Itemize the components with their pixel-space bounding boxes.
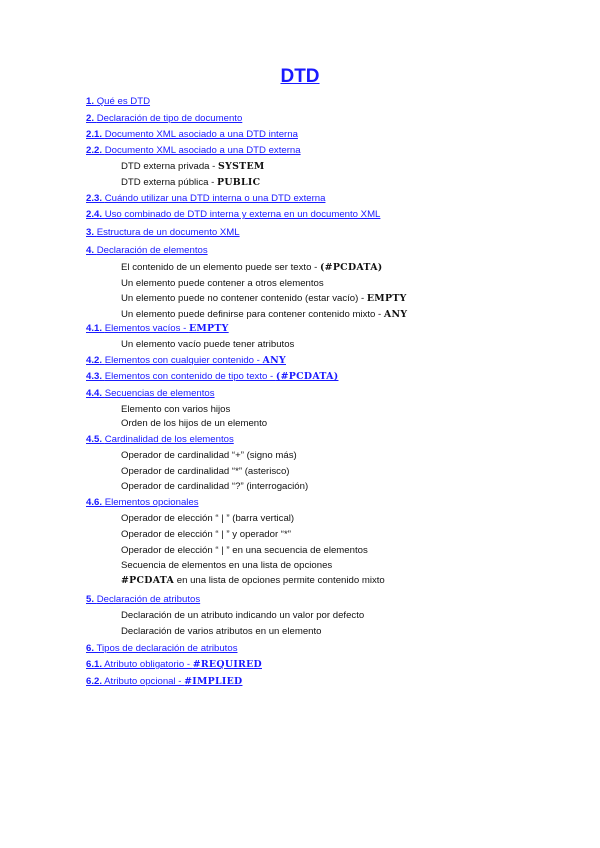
toc-link[interactable] [86,594,200,606]
toc-link[interactable] [86,355,286,367]
keyword: (#PCDATA) [275,371,339,382]
subitem-label: Orden de los hijos de un elemento [121,418,268,429]
subitem-label: Un elemento vacío puede tener atributos [121,339,295,350]
toc-number: 4.4. [86,388,103,399]
toc-number: 2. [86,113,95,124]
toc-link[interactable] [86,227,240,239]
toc-link[interactable] [86,145,301,157]
toc-label: Qué es DTD [96,96,151,107]
subitem-label: Declaración de un atributo indicando un valor por defecto [121,610,365,621]
toc-subitem [121,513,294,525]
toc-link[interactable] [86,434,234,446]
toc-link[interactable] [86,193,325,205]
toc-subitem [121,610,364,622]
toc-subitem [121,450,297,462]
toc-number: 4.1. [86,323,103,334]
toc-link[interactable] [86,209,380,221]
toc-link[interactable] [86,96,150,108]
toc-link[interactable] [86,113,242,125]
toc-number: 4.5. [86,434,103,445]
subitem-label: Secuencia de elementos en una lista de opciones [121,560,333,571]
toc-label: Uso combinado de DTD interna y externa en un documento XML [104,209,381,220]
toc-subitem [121,560,332,572]
toc-number: 2.4. [86,209,103,220]
toc-label: Declaración de atributos [96,594,201,605]
subitem-label: Operador de elección “ | ” en una secuencia de elementos [121,545,368,556]
toc-number: 6.1. [86,659,103,670]
subitem-label: Operador de elección “ | ” (barra vertical) [121,513,295,524]
subitem-label: Declaración de varios atributos en un elemento [121,626,322,637]
toc-number: 4.2. [86,355,103,366]
keyword: (#PCDATA) [319,262,383,273]
toc-number: 2.3. [86,193,103,204]
toc-subitem [121,339,294,351]
keyword: ANY [262,355,286,366]
toc-subitem [121,575,385,587]
subitem-label: Operador de cardinalidad “+” (signo más) [121,450,297,461]
subitem-label: en una lista de opciones permite contenido mixto [174,575,385,586]
keyword: #IMPLIED [184,676,243,687]
keyword: PUBLIC [216,177,261,188]
toc-label: Atributo obligatorio - [104,659,193,670]
toc-number: 2.2. [86,145,103,156]
page-title[interactable]: DTD [280,66,320,87]
toc-label: Declaración de elementos [96,245,208,256]
toc-number: 6. [86,643,95,654]
toc-label: Secuencias de elementos [104,388,215,399]
toc-number: 6.2. [86,676,103,687]
toc-subitem [121,626,322,638]
toc-subitem [121,262,383,274]
toc-number: 4. [86,245,95,256]
toc-link[interactable] [86,129,298,141]
subitem-label: DTD externa pública - [121,177,217,188]
toc-label: Elementos opcionales [104,497,199,508]
toc-label: Cardinalidad de los elementos [104,434,234,445]
toc-subitem [121,466,290,478]
toc-number: 5. [86,594,95,605]
keyword: #PCDATA [121,575,175,586]
subitem-label: Operador de elección “ | ” y operador “*” [121,529,291,540]
keyword: EMPTY [366,293,407,304]
toc-label: Cuándo utilizar una DTD interna o una DTD externa [104,193,326,204]
toc-link[interactable] [86,676,242,688]
subitem-label: Un elemento puede contener a otros elementos [121,278,324,289]
subitem-label: DTD externa privada - [121,161,219,172]
subitem-label: Un elemento puede definirse para contener contenido mixto - [121,309,384,320]
toc-link[interactable] [86,371,338,383]
toc-subitem [121,529,291,541]
toc-label: Estructura de un documento XML [96,227,240,238]
toc-number: 2.1. [86,129,103,140]
toc-subitem [121,293,407,305]
subitem-label: Operador de cardinalidad “*” (asterisco) [121,466,290,477]
subitem-label: Operador de cardinalidad “?” (interrogación) [121,481,309,492]
toc-subitem [121,545,368,557]
toc-label: Elementos con contenido de tipo texto - [104,371,276,382]
keyword: EMPTY [188,323,229,334]
toc-subitem [121,418,267,430]
toc-link[interactable] [86,388,215,400]
toc-subitem [121,278,324,290]
toc-number: 4.6. [86,497,103,508]
subitem-label: El contenido de un elemento puede ser texto - [121,262,320,273]
toc-link[interactable] [86,643,238,655]
toc-subitem [121,481,308,493]
toc-link[interactable] [86,323,229,335]
subitem-label: Elemento con varios hijos [121,404,231,415]
subitem-label: Un elemento puede no contener contenido (estar vacío) - [121,293,367,304]
toc-number: 1. [86,96,95,107]
toc-subitem [121,177,260,189]
toc-subitem [121,161,265,173]
toc-link[interactable] [86,497,199,509]
keyword: ANY [383,309,408,320]
toc-number: 4.3. [86,371,103,382]
toc-label: Declaración de tipo de documento [96,113,243,124]
toc-label: Documento XML asociado a una DTD interna [104,129,298,140]
keyword: SYSTEM [218,161,265,172]
toc-label: Atributo opcional - [104,676,185,687]
toc-label: Elementos vacíos - [104,323,189,334]
toc-label: Tipos de declaración de atributos [96,643,238,654]
toc-subitem [121,404,230,416]
toc-number: 3. [86,227,95,238]
toc-link[interactable] [86,659,262,671]
toc-subitem [121,309,407,321]
toc-label: Documento XML asociado a una DTD externa [104,145,301,156]
keyword: #REQUIRED [192,659,262,670]
toc-label: Elementos con cualquier contenido - [104,355,263,366]
toc-link[interactable] [86,245,208,257]
